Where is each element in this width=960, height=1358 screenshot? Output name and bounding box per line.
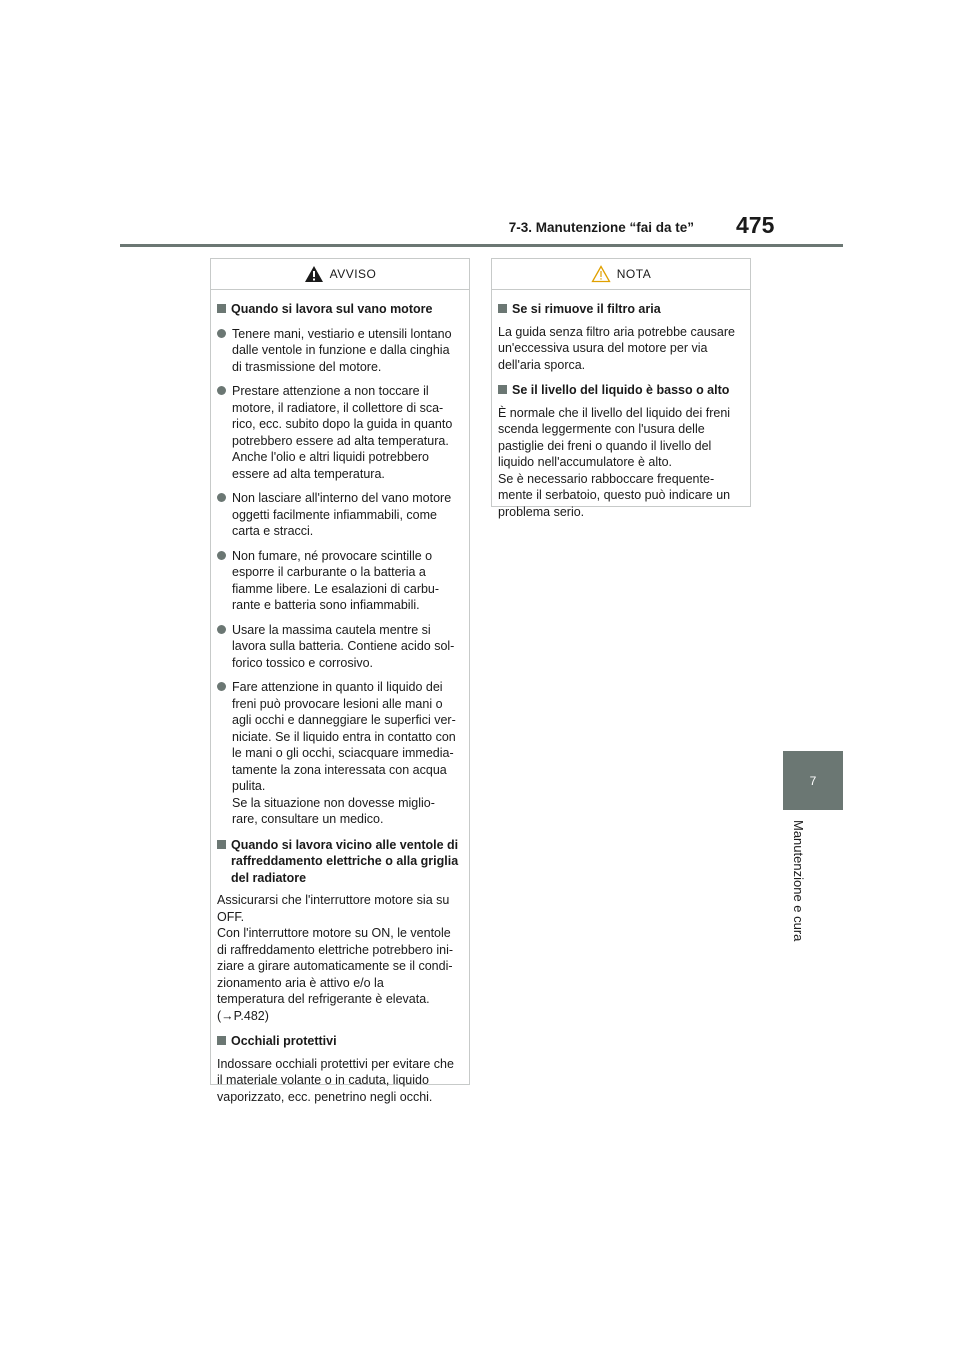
round-bullet-icon	[217, 682, 226, 691]
bullet-text: Fare attenzione in quanto il liquido dei freni può provocare lesioni alle mani o agli occhi e danneggiare le superfici ver- niciate. Se il liquido entra in contatto con le mani o gli occhi, sciacquare immedia- tamente la zona interessata con acqua pulita. Se la situazione non dovesse miglio- rare, consultare un medico.	[232, 680, 456, 826]
note-section-title	[498, 382, 744, 399]
round-bullet-icon	[217, 551, 226, 560]
header-section-title: 7-3. Manutenzione “fai da te”	[508, 220, 694, 235]
arrow-right-icon: →	[221, 1008, 234, 1023]
warning-bullet	[217, 490, 463, 540]
section-title-text: Quando si lavora vicino alle ventole di raffreddamento elettriche o alla griglia del radiatore	[231, 837, 459, 885]
section-title-text: Se il livello del liquido è basso o alto	[512, 383, 730, 397]
square-bullet-icon	[217, 304, 226, 313]
square-bullet-icon	[217, 840, 226, 849]
header-rule	[120, 244, 843, 247]
chapter-number: 7	[809, 773, 817, 788]
page-number: 475	[736, 212, 775, 238]
round-bullet-icon	[217, 625, 226, 634]
round-bullet-icon	[217, 329, 226, 338]
note-section-title	[498, 301, 744, 318]
bullet-text: Non fumare, né provocare scintille o esporre il carburante o la batteria a fiamme libere. Le esalazioni di carbu- rante e batteria sono infiammabili.	[232, 548, 440, 612]
warning-box-header	[211, 259, 469, 290]
warning-box	[210, 258, 470, 1104]
bullet-text: Non lasciare all'interno del vano motore oggetti facilmente infiammabili, come carta e stracci.	[232, 491, 452, 538]
warning-triangle-icon	[304, 265, 324, 283]
section-paragraph: Indossare occhiali protettivi per evitare che il materiale volante o in caduta, liquido vaporizzato, ecc. penetrino negli occhi.	[217, 1056, 454, 1104]
warning-bullet	[217, 326, 463, 376]
section-paragraph: La guida senza filtro aria potrebbe causare un'eccessiva usura del motore per via dell'aria sporca.	[498, 324, 735, 372]
reference-prefix: (	[217, 1008, 222, 1023]
section-title-text: Quando si lavora sul vano motore	[231, 302, 433, 316]
reference-page: P.482)	[233, 1008, 269, 1023]
section-title-text: Occhiali protettivi	[231, 1034, 337, 1048]
warning-section-title	[217, 1033, 463, 1050]
square-bullet-icon	[498, 385, 507, 394]
note-box-header	[492, 259, 750, 290]
paragraph-text: Assicurarsi che l'interruttore motore sia su OFF. Con l'interruttore motore su ON, le ventole di raffreddamento elettriche potrebbero ini- ziare a girare automaticamente se il condi- zionamento aria è attivo e/o la temperatura del refrigerante è elevata.	[217, 893, 454, 1006]
warning-box-title: AVVISO	[329, 267, 377, 281]
bullet-text: Tenere mani, vestiario e utensili lontano dalle ventole in funzione e dalla cinghia di trasmissione del motore.	[232, 326, 452, 374]
bullet-text: Prestare attenzione a non toccare il motore, il radiatore, il collettore di sca- rico, ecc. subito dopo la guida in quanto potrebbero essere ad alta temperatura. Anche l'olio e altri liquidi potrebbero essere ad alta temperatura.	[232, 384, 453, 481]
round-bullet-icon	[217, 493, 226, 502]
section-paragraph	[217, 892, 463, 1024]
bullet-text: Usare la massima cautela mentre si lavora sulla batteria. Contiene acido sol- forico tossico e corrosivo.	[232, 622, 455, 670]
caution-triangle-outline-icon	[591, 265, 611, 283]
warning-section-title	[217, 837, 463, 887]
square-bullet-icon	[217, 1036, 226, 1045]
warning-section-title	[217, 301, 463, 318]
section-paragraph: È normale che il livello del liquido dei freni scenda leggermente con l'usura delle pastiglie dei freni o quando il livello del liquido nell'accumulatore è alto. Se è necessario rabboccare frequente- mente il serbatoio, questo può indicare un problema serio.	[498, 405, 731, 519]
warning-bullet	[217, 679, 463, 828]
note-box	[491, 258, 751, 519]
warning-bullet	[217, 383, 463, 482]
round-bullet-icon	[217, 386, 226, 395]
note-box-title: NOTA	[616, 267, 652, 281]
warning-bullet	[217, 548, 463, 614]
chapter-tab[interactable]	[783, 751, 843, 810]
note-box-body	[492, 290, 750, 520]
chapter-label: Manutenzione e cura	[791, 820, 806, 942]
warning-bullet	[217, 622, 463, 672]
page-reference[interactable]	[217, 1009, 269, 1023]
warning-box-body	[211, 290, 469, 1105]
section-title-text: Se si rimuove il filtro aria	[512, 302, 661, 316]
square-bullet-icon	[498, 304, 507, 313]
